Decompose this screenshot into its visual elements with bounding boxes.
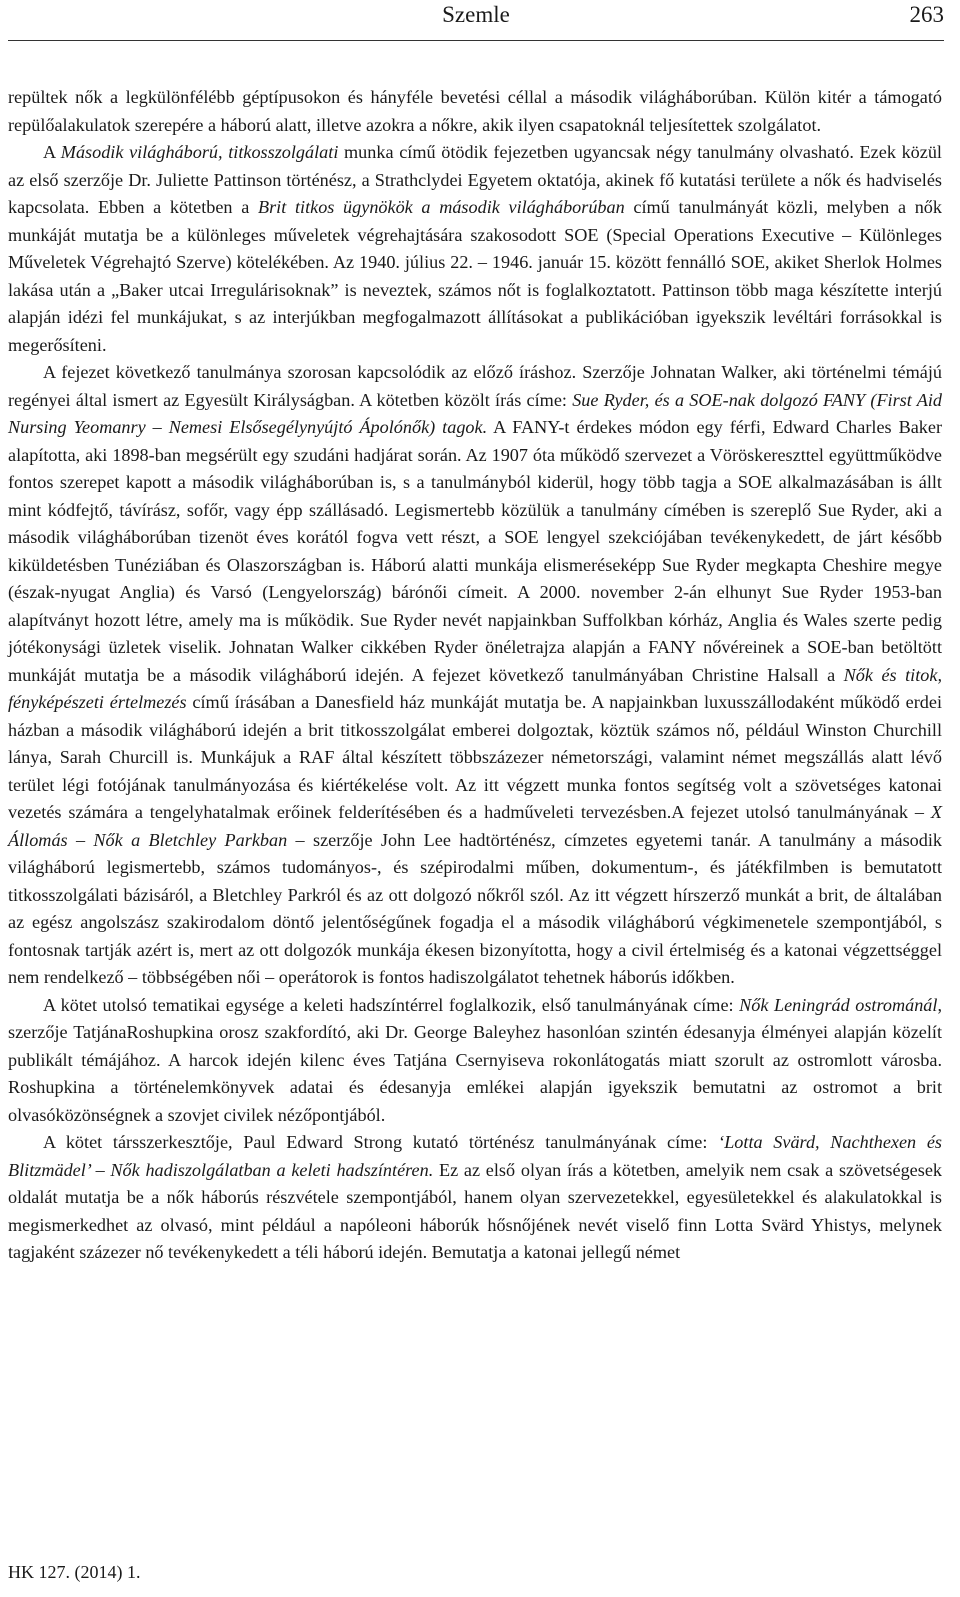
paragraph-1: repültek nők a legkülönfélébb géptípusokon és hányféle bevetési céllal a második világháborúban. Külön kitér a támogató repülőalakulatok szerepére a háború alatt, illetve azokra a nőkre, akik ilyen csapatoknál teljesítettek szolgálatot. xyxy=(8,87,942,135)
running-title: Szemle xyxy=(442,2,510,27)
paragraph-5: A kötet társszerkesztője, Paul Edward Strong kutató történész tanulmányának címe: ‘Lotta Svärd, Nachthexen és Blitzmädel’ – Nők hadiszolgálatban a keleti hadszíntéren. Ez az első olyan írás a kötetben, amelyik nem csak a szövetségesek oldalát mutatja be a nők háborús részvétele szempontjából, hanem olyan szervezetekkel, egyesületekkel és alakulatokkal is megismerkedhet az olvasó, mint például a napóleoni háborúk hősnőjének nevét viselő finn Lotta Svärd Yhistys, melynek tagjaként százezer nő tevékenykedett a téli háború idején. Bemutatja a katonai jellegű német xyxy=(8,1132,942,1262)
study-title: Nők Leningrád ostrománál xyxy=(739,994,938,1015)
paragraph-3: A fejezet következő tanulmánya szorosan kapcsolódik az előző íráshoz. Szerzője Johnatan Walker, aki történelmi témájú regényei által ismert az Egyesült Királyságban. A kötetben közölt írás címe: Sue Ryder, és a SOE-nak dolgozó FANY (First Aid Nursing Yeomanry – Nemesi Elsősegélynyújtó Ápolónők) tagok. A FANY-t érdekes módon egy férfi, Edward Charles Baker alapította, aki 1898-ban megsérült egy szudáni hadjárat során. Az 1907 óta működő szervezet a Vöröskereszttel együttműködve fontos szerepet kapott a második világháborúban is, s a tanulmányból kiderül, hogy több tagja a SOE alkalmazásában is állt mint kódfejtő, távírász, sofőr, vagy épp szállásadó. Legismertebb közülük a tanulmány címében is szereplő Sue Ryder, aki a második világháborúban tizenöt éves korától fogva vett részt, a SOE lengyel szekciójában tevékenykedett, de járt később kiküldetésben Tunéziában és Olaszországban is. Háború alatti munkája elismeréseképp Sue Ryder megkapta Cheshire megye (észak-nyugat Anglia) és Varsó (Lengyelország) bárónői címeit. A 2000. november 2-án elhunyt Sue Ryder 1953-ban alapítványt hozott létre, amely ma is működik. Sue Ryder nevét napjainkban Suffolkban kórház, Anglia és Wales szerte pedig jótékonysági üzletek viselik. Johnatan Walker cikkében Ryder önéletrajza alapján a FANY nővéreinek a SOE-ban betöltött munkáját mutatja be a második világháború idején. A fejezet következő tanulmányában Christine Halsall a Nők és titok, fényképészeti értelmezés című írásában a Danesfield ház munkáját mutatja be. A napjainkban luxusszállodaként működő erdei házban a második világháború idején a brit titkosszolgálat emberei dolgoztak, köztük számos nő, például Winston Churchill lánya, Sarah Churcill is. Munkájuk a RAF által készített többszázezer németországi, valamint német megszállás alatt lévő terület légi fotójának tanulmányozása és kiértékelése volt. Az itt végzett munka fontos segítség volt a szövetséges katonai vezetés számára a tengelyhatalmak erőinek felderítésében és a hadműveleti tervezésben.A fejezet utolsó tanulmányának – X Állomás – Nők a Bletchley Parkban – szerzője John Lee hadtörténész, címzetes egyetemi tanár. A tanulmány a második világháború legismertebb, számos tudományos-, és szépirodalmi műben, dokumentum-, és játékfilmben is bemutatott titkosszolgálati bázisáról, a Bletchley Parkról és az ott dolgozó nőkről szól. Az itt végzett hírszerző munkát a brit, de általában az egész angolszász szakirodalom döntő jelentőségűnek fogadja el a második világháború végkimenetele szempontjából, s fontosnak tartják azért is, mert az ott dolgozók munkája ékesen bizonyította, hogy a civil értelmiség és a katonai végzettséggel nem rendelkező – többségében női – operátorok is fontos hadiszolgálatot tehetnek háborús időkben. xyxy=(8,362,942,987)
running-header xyxy=(8,0,944,41)
study-title: Brit titkos ügynökök a második világháborúban xyxy=(257,197,625,217)
study-title: Nők és titok, fényképészeti értelmezés xyxy=(8,664,942,712)
study-title: ‘Lotta Svärd, Nachthexen és Blitzmädel’ – Nők hadiszolgálatban a keleti hadszíntéren. xyxy=(8,1132,942,1180)
chapter-title: Második világháború, titkosszolgálati xyxy=(60,142,339,162)
study-title: X Állomás – Nők a Bletchley Parkban xyxy=(8,802,942,850)
study-title: Sue Ryder, és a SOE-nak dolgozó FANY (First Aid Nursing Yeomanry – Nemesi Elsősegélynyújtó Ápolónők) tagok. xyxy=(8,389,942,437)
article-body xyxy=(8,84,942,1267)
paragraph-2: A Második világháború, titkosszolgálati munka című ötödik fejezetben ugyancsak négy tanulmány olvasható. Ezek közül az első szerzője Dr. Juliette Pattinson történész, a Strathclydei Egyetem oktatója, akinek fő kutatási területe a nők és hadviselés kapcsolata. Ebben a kötetben a Brit titkos ügynökök a második világháborúban című tanulmányát közli, melyben a nők munkáját mutatja be a különleges műveletek végrehajtására szakosodott SOE (Special Operations Executive – Különleges Műveletek Végrehajtó Szerve) kötelékében. Az 1940. július 22. – 1946. január 15. között fennálló SOE, akiket Sherlok Holmes lakása után a „Baker utcai Irregulárisoknak” is neveztek, számos nőt is foglalkoztatott. Pattinson több maga készítette interjú alapján idézi fel munkájukat, s az interjúkban megfogalmazott állításokat a publikációban igyekszik levéltári forrásokkal is megerősíteni. xyxy=(8,142,942,355)
page-number: 263 xyxy=(909,2,944,27)
journal-citation: HK 127. (2014) 1. xyxy=(8,1562,141,1582)
paragraph-4: A kötet utolsó tematikai egysége a keleti hadszíntérrel foglalkozik, első tanulmányának címe: Nők Leningrád ostrománál, szerzője TatjánaRoshupkina orosz szakfordító, aki Dr. George Baleyhez hasonlóan szintén édesanyja élményei alapján közelít publikált témájához. A harcok idején kilenc éves Tatjána Csernyiseva rokonlátogatás miatt szorult az ostromlott városba. Roshupkina a történelemkönyvek adatai és édesanyja emlékei alapján igyekszik bemutatni az ostromot a brit olvasóközönségnek a szovjet civilek nézőpontjából. xyxy=(8,994,943,1125)
